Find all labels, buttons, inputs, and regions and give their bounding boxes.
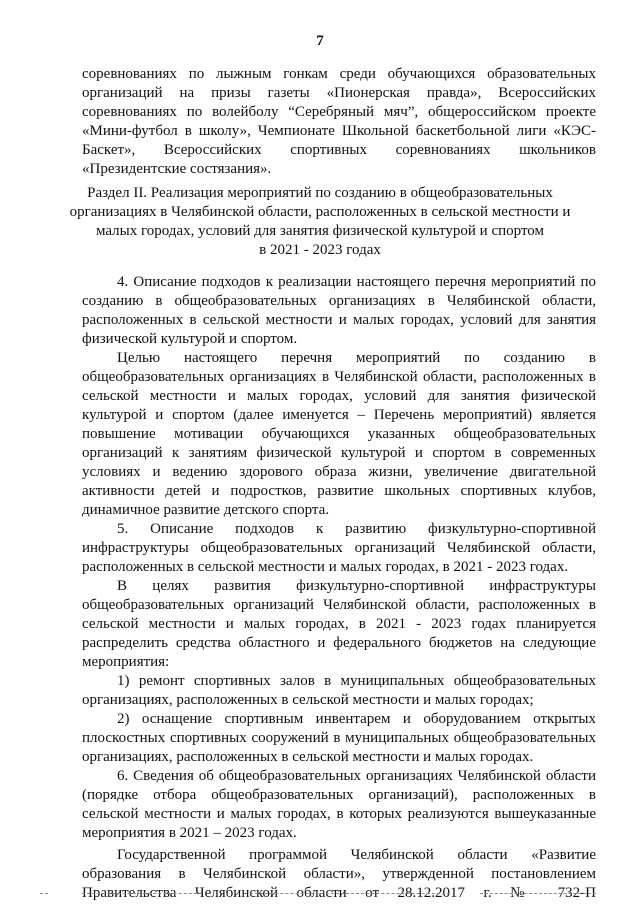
section-heading-line: организациях в Челябинской области, расположенных в сельской местности и: [69, 204, 571, 220]
government-program-line: образования в Челябинской области», утвержденной постановлением: [82, 866, 596, 882]
section-heading-line: в 2021 - 2023 годах: [259, 242, 381, 258]
paragraph-4-line: созданию в общеобразовательных организациях в Челябинской области,: [82, 293, 596, 309]
paragraph-5-line: инфраструктуры общеобразовательных организаций Челябинской области,: [82, 540, 596, 556]
text-line: соревнованиях по волейболу “Серебряный мяч”, общероссийском проекте: [82, 104, 596, 120]
paragraph-6-line: 6. Сведения об общеобразовательных организациях Челябинской области: [117, 768, 596, 784]
text-line: соревнованиях по лыжным гонкам среди обучающихся образовательных: [82, 66, 596, 82]
scan-artifact-dash: [480, 893, 596, 894]
section-heading-line: Раздел II. Реализация мероприятий по созданию в общеобразовательных: [87, 185, 553, 201]
infrastructure-paragraph-line: сельской местности и малых городах, в 2021 - 2023 годах планируется: [82, 616, 596, 632]
infrastructure-paragraph-line: распределить средства областного и федерального бюджетов на следующие: [82, 635, 596, 651]
goal-paragraph-line: общеобразовательных организациях в Челябинской области, расположенных в: [82, 369, 596, 385]
list-item-1-line: организациях, расположенных в сельской местности и малых городах;: [82, 692, 534, 708]
infrastructure-paragraph-line: мероприятия:: [82, 654, 170, 670]
paragraph-4-line: 4. Описание подходов к реализации настоящего перечня мероприятий по: [117, 274, 596, 290]
government-program-line: Правительства Челябинской области от 28.12.2017 г. № 732-П: [82, 885, 596, 901]
scan-artifact-dash: [82, 893, 202, 894]
text-line: «Президентские состязания».: [82, 161, 272, 177]
goal-paragraph-line: динамичное развитие детского спорта.: [82, 502, 330, 518]
list-item-2-line: плоскостных спортивных сооружений в муниципальных общеобразовательных: [82, 730, 596, 746]
text-line: «Мини-футбол в школу», Чемпионате Школьной баскетбольной лиги «КЭС-: [82, 123, 596, 139]
goal-paragraph-line: условиях и ведению здорового образа жизни, увеличение двигательной: [82, 464, 596, 480]
scan-artifact-dash: [40, 893, 48, 894]
paragraph-4-line: физической культурой и спортом.: [82, 331, 298, 347]
government-program-line: Государственной программой Челябинской области «Развитие: [117, 847, 596, 863]
text-line: Баскет», Всероссийских спортивных соревнованиях школьников: [82, 142, 596, 158]
paragraph-6-line: сельской местности и малых городах, в которых реализуются вышеуказанные: [82, 806, 596, 822]
paragraph-6-line: мероприятия в 2021 – 2023 годах.: [82, 825, 297, 841]
section-heading-line: малых городах, условий для занятия физической культурой и спортом: [95, 223, 545, 239]
paragraph-5-line: расположенных в сельской местности и малых городах, в 2021 - 2023 годах.: [82, 559, 569, 575]
list-item-2-line: 2) оснащение спортивным инвентарем и оборудованием открытых: [117, 711, 596, 727]
goal-paragraph-line: сельской местности и малых городах, условий для занятия физической: [82, 388, 596, 404]
goal-paragraph-line: активности детей и подростков, развитие школьных спортивных клубов,: [82, 483, 596, 499]
goal-paragraph-line: культурой и спортом (далее именуется – Перечень мероприятий) является: [82, 407, 596, 423]
list-item-2-line: организациях, расположенных в сельской местности и малых городах.: [82, 749, 534, 765]
page-number: 7: [316, 33, 324, 49]
goal-paragraph-line: Целью настоящего перечня мероприятий по созданию в: [117, 350, 596, 366]
paragraph-6-line: (порядке отбора общеобразовательных организаций), расположенных в: [82, 787, 596, 803]
infrastructure-paragraph-line: общеобразовательных организаций Челябинской области, расположенных в: [82, 597, 596, 613]
paragraph-4-line: расположенных в сельской местности и малых городах, условий для занятия: [82, 312, 596, 328]
infrastructure-paragraph-line: В целях развития физкультурно-спортивной инфраструктуры: [117, 578, 596, 594]
goal-paragraph-line: организаций к занятиям физической культурой и спортом в современных: [82, 445, 596, 461]
paragraph-5-line: 5. Описание подходов к развитию физкультурно-спортивной: [117, 521, 596, 537]
scan-artifact-dash: [250, 893, 450, 894]
list-item-1-line: 1) ремонт спортивных залов в муниципальных общеобразовательных: [117, 673, 596, 689]
goal-paragraph-line: повышение мотивации обучающихся указанных общеобразовательных: [82, 426, 596, 442]
text-line: организаций на призы газеты «Пионерская правда», Всероссийских: [82, 85, 596, 101]
